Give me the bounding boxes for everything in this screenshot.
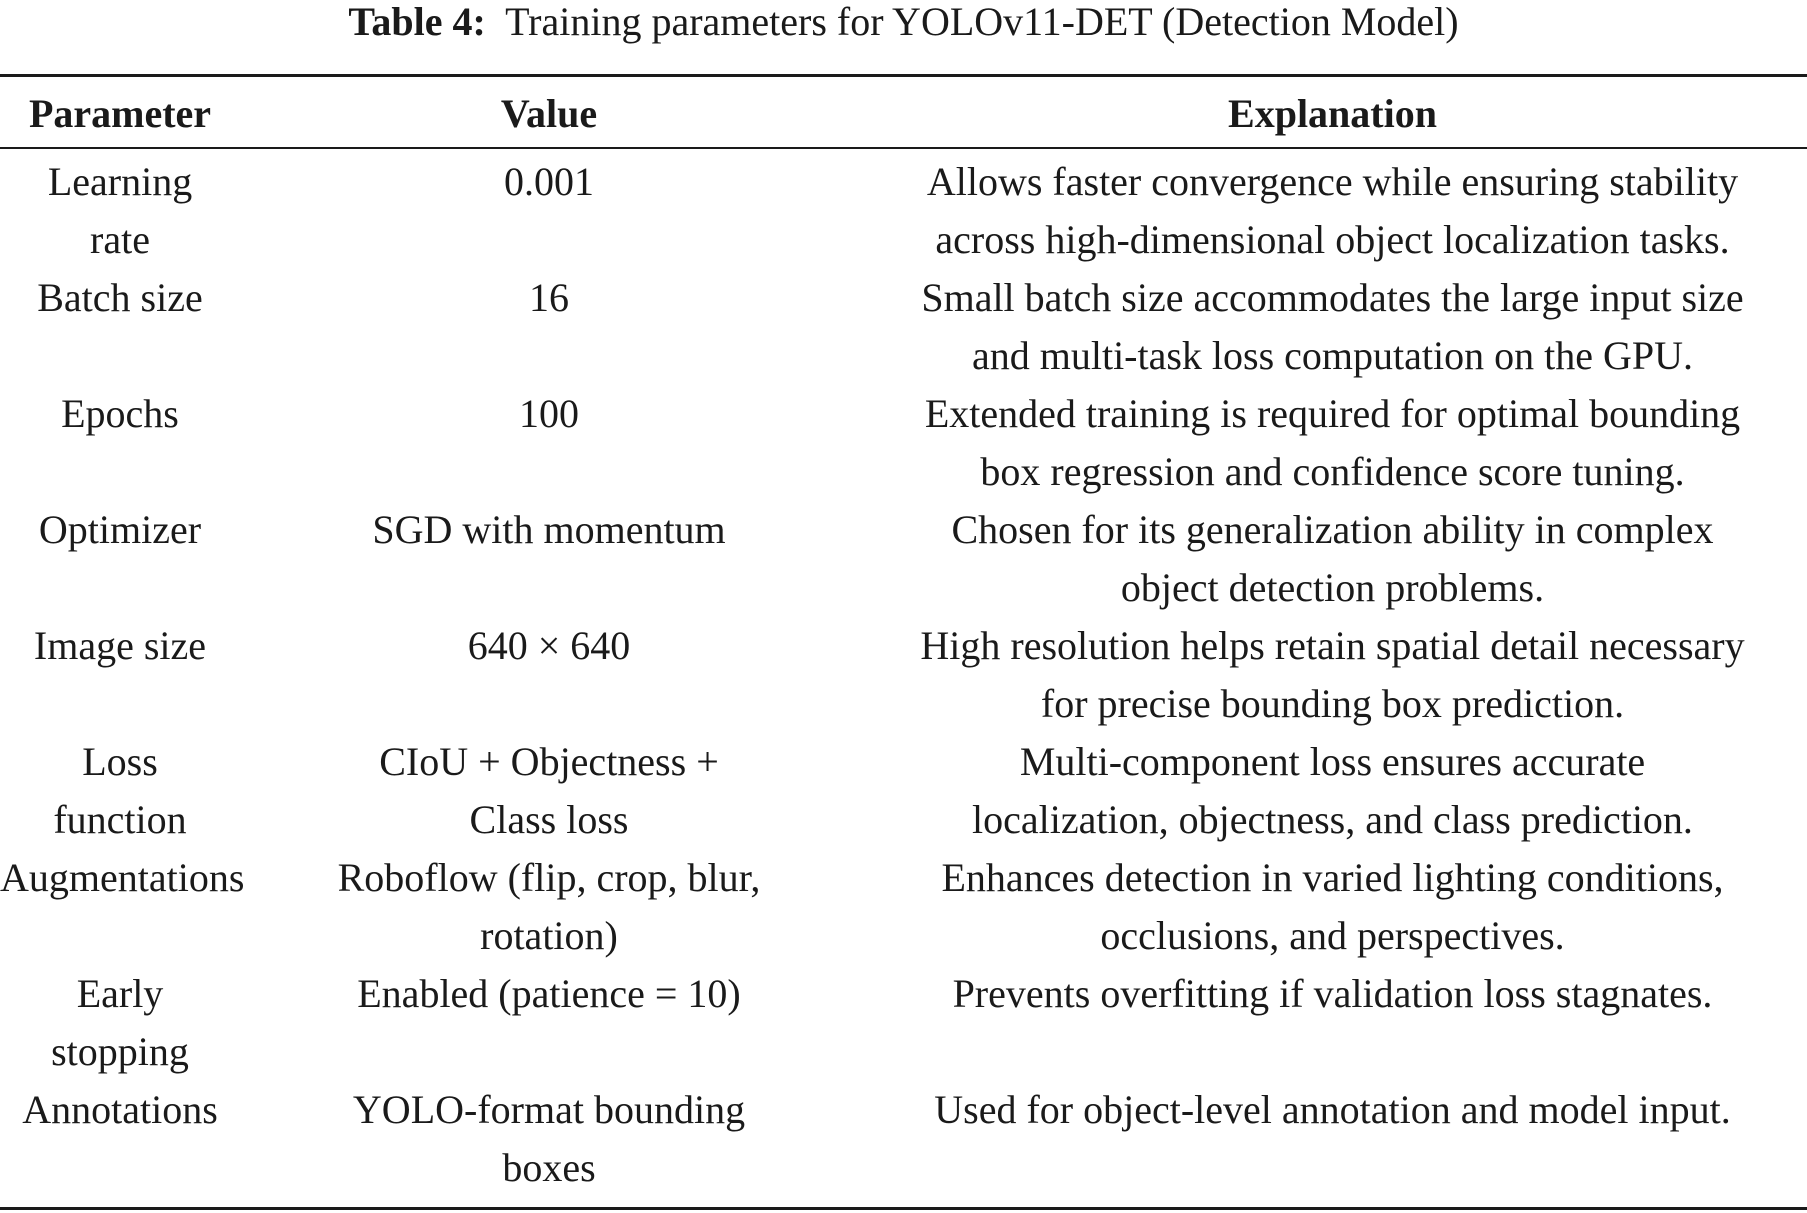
cell-explanation-line: Chosen for its generalization ability in complex — [951, 507, 1714, 552]
cell-parameter-line: rate — [90, 217, 150, 262]
table-row — [0, 965, 1807, 1081]
cell-explanation-line: occlusions, and perspectives. — [1100, 913, 1565, 958]
cell-parameter — [0, 269, 240, 385]
cell-explanation-line: Allows faster convergence while ensuring stability — [926, 159, 1739, 204]
cell-value-line: rotation) — [480, 913, 618, 958]
cell-value — [240, 965, 858, 1081]
table-row — [0, 385, 1807, 501]
cell-explanation — [858, 849, 1807, 965]
cell-explanation-line: Extended training is required for optimal bounding — [924, 391, 1741, 436]
training-parameters-table — [0, 80, 1807, 1197]
table-row — [0, 501, 1807, 617]
cell-parameter — [0, 385, 240, 501]
cell-parameter — [0, 501, 240, 617]
cell-explanation — [858, 617, 1807, 733]
cell-value-line: boxes — [502, 1145, 596, 1190]
cell-explanation-line: Small batch size accommodates the large input size — [921, 275, 1744, 320]
cell-value-line: SGD with momentum — [372, 507, 726, 552]
cell-explanation-line: Multi-component loss ensures accurate — [1019, 739, 1646, 784]
cell-parameter — [0, 617, 240, 733]
cell-parameter — [0, 1081, 240, 1197]
cell-value — [240, 501, 858, 617]
cell-explanation-line: and multi-task loss computation on the GPU. — [971, 333, 1694, 378]
cell-value — [240, 1081, 858, 1197]
cell-explanation-line: Prevents overfitting if validation loss stagnates. — [952, 971, 1713, 1016]
cell-explanation-line: for precise bounding box prediction. — [1040, 681, 1625, 726]
cell-parameter-line: Batch size — [37, 275, 203, 320]
cell-parameter-line: Optimizer — [38, 507, 202, 552]
cell-parameter-line: Augmentations — [0, 855, 245, 900]
table-row — [0, 147, 1807, 269]
table-header-row — [0, 80, 1807, 147]
cell-parameter-line: Learning — [47, 159, 193, 204]
cell-parameter-line: Annotations — [22, 1087, 218, 1132]
cell-explanation — [858, 965, 1807, 1081]
cell-explanation-line: High resolution helps retain spatial detail necessary — [920, 623, 1745, 668]
cell-value — [240, 617, 858, 733]
cell-explanation — [858, 269, 1807, 385]
table-caption-text: Training parameters for YOLOv11-DET (Detection Model) — [505, 0, 1459, 44]
table-bottom-rule — [0, 1207, 1807, 1210]
cell-value-line: Class loss — [469, 797, 629, 842]
cell-value — [240, 849, 858, 965]
cell-explanation — [858, 733, 1807, 849]
table-row — [0, 1081, 1807, 1197]
cell-parameter-line: Loss — [82, 739, 158, 784]
cell-explanation — [858, 501, 1807, 617]
cell-explanation-line: across high-dimensional object localization tasks. — [935, 217, 1730, 262]
header-value: Value — [500, 91, 598, 136]
cell-value-line: CIoU + Objectness + — [379, 739, 719, 784]
table-caption — [0, 0, 1807, 42]
cell-parameter-line: stopping — [51, 1029, 189, 1074]
cell-explanation-line: localization, objectness, and class prediction. — [972, 797, 1693, 842]
table-row — [0, 269, 1807, 385]
cell-parameter-line: Epochs — [61, 391, 179, 436]
cell-value-line: 0.001 — [504, 159, 594, 204]
header-explanation: Explanation — [1228, 91, 1437, 136]
cell-explanation-line: object detection problems. — [1120, 565, 1545, 610]
cell-value-line: 16 — [529, 275, 569, 320]
table-row — [0, 849, 1807, 965]
cell-parameter — [0, 849, 245, 965]
cell-value — [240, 269, 858, 385]
cell-parameter — [0, 147, 240, 269]
table-row — [0, 617, 1807, 733]
cell-explanation-line: Enhances detection in varied lighting conditions, — [941, 855, 1724, 900]
cell-value-line: YOLO-format bounding — [352, 1087, 746, 1132]
cell-parameter — [0, 965, 240, 1081]
cell-value — [240, 385, 858, 501]
cell-explanation — [858, 385, 1807, 501]
cell-value — [240, 147, 858, 269]
cell-explanation-line: box regression and confidence score tuning. — [980, 449, 1685, 494]
table-caption-label: Table 4: — [348, 0, 486, 44]
cell-parameter-line: Early — [76, 971, 164, 1016]
table-body — [0, 147, 1807, 1197]
cell-value-line: 100 — [519, 391, 579, 436]
cell-value — [240, 733, 858, 849]
cell-value-line: Enabled (patience = 10) — [357, 971, 741, 1016]
cell-value-line: Roboflow (flip, crop, blur, — [337, 855, 761, 900]
table-top-rule — [0, 74, 1807, 77]
cell-explanation — [858, 147, 1807, 269]
cell-parameter — [0, 733, 240, 849]
header-parameter: Parameter — [28, 91, 212, 136]
cell-value-line: 640 × 640 — [467, 623, 631, 668]
cell-explanation-line: Used for object-level annotation and model input. — [934, 1087, 1731, 1132]
cell-parameter-line: Image size — [33, 623, 207, 668]
cell-parameter-line: function — [53, 797, 187, 842]
table-row — [0, 733, 1807, 849]
cell-explanation — [858, 1081, 1807, 1197]
